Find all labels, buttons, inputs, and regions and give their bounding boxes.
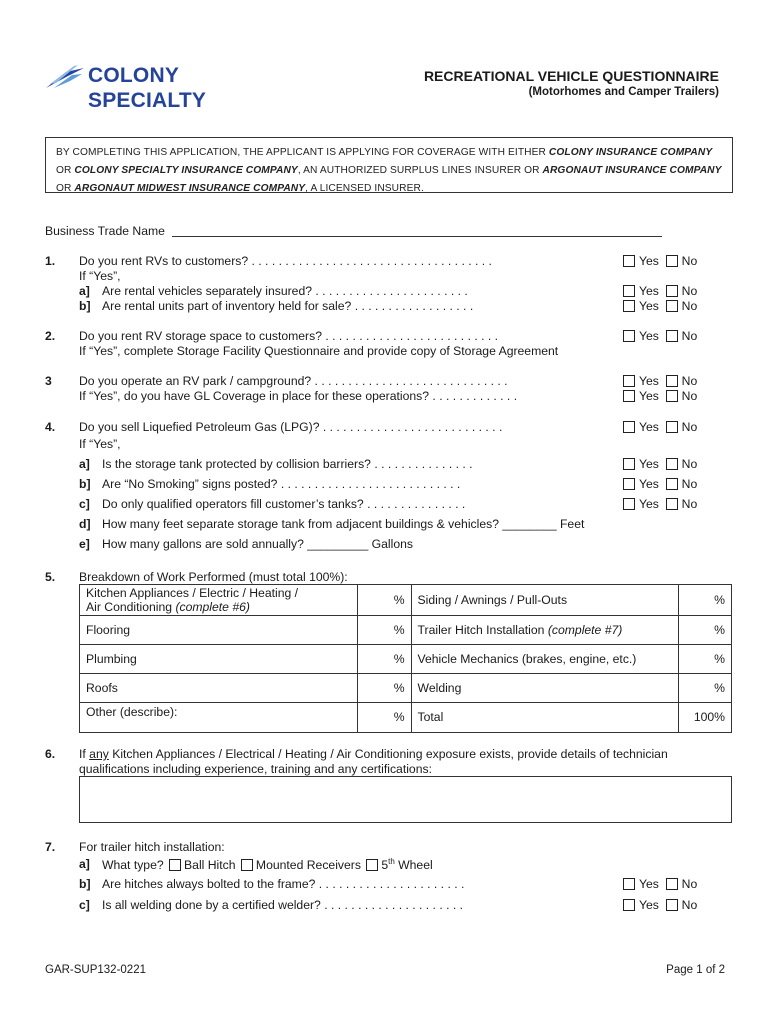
q4c-label: c] bbox=[79, 497, 90, 511]
q1a-yes-checkbox[interactable] bbox=[623, 285, 635, 297]
q4e-label: e] bbox=[79, 537, 90, 551]
logo-text: COLONY SPECIALTY bbox=[88, 64, 207, 113]
q4b-yes-no: Yes No bbox=[623, 477, 697, 492]
work-roofs-pct[interactable]: % bbox=[358, 674, 411, 703]
q1b-yes-checkbox[interactable] bbox=[623, 300, 635, 312]
q2-number: 2. bbox=[45, 329, 56, 343]
q4a-yes-no: Yes No bbox=[623, 457, 697, 472]
mounted-receivers-checkbox[interactable] bbox=[241, 859, 253, 871]
q1-yes-no: Yes No bbox=[623, 254, 697, 269]
q2-no-checkbox[interactable] bbox=[666, 330, 678, 342]
work-plumbing-pct[interactable]: % bbox=[358, 645, 411, 674]
q4a-label: a] bbox=[79, 457, 90, 471]
work-total-label: Total bbox=[411, 703, 678, 733]
q4c-yes-no: Yes No bbox=[623, 497, 697, 512]
q4b-text: Are “No Smoking” signs posted? . . . . . . . . . . . . . . . . . . . . . . . . . . . bbox=[102, 477, 461, 491]
q7c-text: Is all welding done by a certified welder? . . . . . . . . . . . . . . . . . . . . . bbox=[102, 898, 464, 912]
q7-text: For trailer hitch installation: bbox=[79, 840, 225, 854]
q4e-text[interactable]: How many gallons are sold annually? _________ Gallons bbox=[102, 537, 413, 551]
q7c-label: c] bbox=[79, 898, 90, 912]
work-roofs-label: Roofs bbox=[80, 674, 358, 703]
coverage-disclaimer: BY COMPLETING THIS APPLICATION, THE APPLICANT IS APPLYING FOR COVERAGE WITH EITHER COLONY INSURANCE COMPANY OR COLONY SPECIALTY INSURANCE COMPANY, AN AUTHORIZED SURPLUS LINES INSURER OR ARGONAUT INSURANCE COMPANY OR ARGONAUT MIDWEST INSURANCE COMPANY, A LICENSED INSURER. bbox=[45, 137, 733, 193]
work-siding-pct[interactable]: % bbox=[678, 585, 731, 616]
q4a-yes-checkbox[interactable] bbox=[623, 458, 635, 470]
q1-if-yes: If “Yes”, bbox=[79, 269, 121, 283]
q2-yes-no: Yes No bbox=[623, 329, 697, 344]
q7b-yes-no: Yes No bbox=[623, 877, 697, 892]
work-mechanics-label: Vehicle Mechanics (brakes, engine, etc.) bbox=[411, 645, 678, 674]
q2-text: Do you rent RV storage space to customers? . . . . . . . . . . . . . . . . . . . . . . . . . . bbox=[79, 329, 499, 343]
work-flooring-pct[interactable]: % bbox=[358, 616, 411, 645]
q4-if-yes: If “Yes”, bbox=[79, 437, 121, 451]
q1-no-checkbox[interactable] bbox=[666, 255, 678, 267]
q4-yes-no: Yes No bbox=[623, 420, 697, 435]
q3-yes-checkbox[interactable] bbox=[623, 375, 635, 387]
q4a-no-checkbox[interactable] bbox=[666, 458, 678, 470]
q4-number: 4. bbox=[45, 420, 56, 434]
q4a-text: Is the storage tank protected by collision barriers? . . . . . . . . . . . . . . . bbox=[102, 457, 473, 471]
q4-no-checkbox[interactable] bbox=[666, 421, 678, 433]
q4c-text: Do only qualified operators fill customer’s tanks? . . . . . . . . . . . . . . . bbox=[102, 497, 466, 511]
q3-sub-no-checkbox[interactable] bbox=[666, 390, 678, 402]
q4d-label: d] bbox=[79, 517, 91, 531]
q1a-yes-no: Yes No bbox=[623, 284, 697, 299]
work-plumbing-label: Plumbing bbox=[80, 645, 358, 674]
q7-number: 7. bbox=[45, 840, 56, 854]
q4b-yes-checkbox[interactable] bbox=[623, 478, 635, 490]
q3-yes-no: Yes No bbox=[623, 374, 697, 389]
page-number: Page 1 of 2 bbox=[666, 964, 725, 976]
q1a-text: Are rental vehicles separately insured? . . . . . . . . . . . . . . . . . . . . . . . bbox=[102, 284, 468, 298]
page-subtitle: (Motorhomes and Camper Trailers) bbox=[528, 86, 719, 98]
table-row bbox=[80, 585, 732, 616]
work-total-pct: 100% bbox=[678, 703, 731, 733]
work-welding-label: Welding bbox=[411, 674, 678, 703]
q1a-label: a] bbox=[79, 284, 90, 298]
work-mechanics-pct[interactable]: % bbox=[678, 645, 731, 674]
q3-number: 3 bbox=[45, 374, 52, 388]
q2-yes-checkbox[interactable] bbox=[623, 330, 635, 342]
q7b-no-checkbox[interactable] bbox=[666, 878, 678, 890]
business-trade-name-row bbox=[45, 224, 662, 239]
q4b-label: b] bbox=[79, 477, 91, 491]
q7b-label: b] bbox=[79, 877, 91, 891]
business-trade-name-field[interactable] bbox=[172, 236, 662, 237]
q7b-yes-checkbox[interactable] bbox=[623, 878, 635, 890]
table-row bbox=[80, 674, 732, 703]
q7a-row: What type? Ball Hitch Mounted Receivers 5th Wheel bbox=[102, 857, 433, 873]
q4c-no-checkbox[interactable] bbox=[666, 498, 678, 510]
work-hitch-pct[interactable]: % bbox=[678, 616, 731, 645]
ball-hitch-checkbox[interactable] bbox=[169, 859, 181, 871]
q4-yes-checkbox[interactable] bbox=[623, 421, 635, 433]
table-row bbox=[80, 703, 732, 733]
q3-sub-yes-no: Yes No bbox=[623, 389, 697, 404]
q1b-text: Are rental units part of inventory held for sale? . . . . . . . . . . . . . . . . . . bbox=[102, 299, 474, 313]
fifth-wheel-checkbox[interactable] bbox=[366, 859, 378, 871]
work-kitchen-pct[interactable]: % bbox=[358, 585, 411, 616]
q1a-no-checkbox[interactable] bbox=[666, 285, 678, 297]
q7b-text: Are hitches always bolted to the frame? . . . . . . . . . . . . . . . . . . . . . . bbox=[102, 877, 465, 891]
q1b-yes-no: Yes No bbox=[623, 299, 697, 314]
q7c-no-checkbox[interactable] bbox=[666, 899, 678, 911]
table-row bbox=[80, 645, 732, 674]
q1-text: Do you rent RVs to customers? . . . . . . . . . . . . . . . . . . . . . . . . . . . . . . . . . . . . bbox=[79, 254, 492, 268]
work-other-pct[interactable]: % bbox=[358, 703, 411, 733]
q3-sub-yes-checkbox[interactable] bbox=[623, 390, 635, 402]
q7a-label: a] bbox=[79, 857, 90, 871]
q3-no-checkbox[interactable] bbox=[666, 375, 678, 387]
colony-swoosh-icon bbox=[44, 62, 86, 90]
q4b-no-checkbox[interactable] bbox=[666, 478, 678, 490]
q6-text: If any Kitchen Appliances / Electrical / Heating / Air Conditioning exposure exists, provide details of technician bbox=[79, 747, 668, 761]
work-breakdown-table bbox=[79, 584, 732, 733]
q1-yes-checkbox[interactable] bbox=[623, 255, 635, 267]
work-flooring-label: Flooring bbox=[80, 616, 358, 645]
q3-sub: If “Yes”, do you have GL Coverage in place for these operations? . . . . . . . . . . . . . bbox=[79, 389, 518, 403]
work-welding-pct[interactable]: % bbox=[678, 674, 731, 703]
q1b-no-checkbox[interactable] bbox=[666, 300, 678, 312]
q2-note: If “Yes”, complete Storage Facility Questionnaire and provide copy of Storage Agreement bbox=[79, 344, 559, 358]
q4-text: Do you sell Liquefied Petroleum Gas (LPG)? . . . . . . . . . . . . . . . . . . . . . . . . . . . bbox=[79, 420, 503, 434]
work-kitchen-label: Kitchen Appliances / Electric / Heating / Air Conditioning (complete #6) bbox=[80, 585, 358, 616]
q6-text-2: qualifications including experience, training and any certifications: bbox=[79, 762, 432, 776]
q3-text: Do you operate an RV park / campground? . . . . . . . . . . . . . . . . . . . . . . . . . . . . . bbox=[79, 374, 508, 388]
technician-qualifications-field[interactable] bbox=[79, 776, 732, 823]
page-title: RECREATIONAL VEHICLE QUESTIONNAIRE bbox=[423, 68, 719, 84]
q6-number: 6. bbox=[45, 747, 56, 761]
q1b-label: b] bbox=[79, 299, 91, 313]
work-hitch-label: Trailer Hitch Installation (complete #7) bbox=[411, 616, 678, 645]
q7c-yes-no: Yes No bbox=[623, 898, 697, 913]
business-trade-name-label: Business Trade Name bbox=[45, 224, 165, 238]
q1-number: 1. bbox=[45, 254, 56, 268]
q7c-yes-checkbox[interactable] bbox=[623, 899, 635, 911]
work-siding-label: Siding / Awnings / Pull-Outs bbox=[411, 585, 678, 616]
q4c-yes-checkbox[interactable] bbox=[623, 498, 635, 510]
table-row bbox=[80, 616, 732, 645]
q5-text: Breakdown of Work Performed (must total 100%): bbox=[79, 570, 348, 584]
work-other-label[interactable]: Other (describe): bbox=[80, 703, 358, 733]
q5-number: 5. bbox=[45, 570, 56, 584]
form-id: GAR-SUP132-0221 bbox=[45, 964, 146, 976]
q4d-text[interactable]: How many feet separate storage tank from adjacent buildings & vehicles? ________ Feet bbox=[102, 517, 585, 531]
